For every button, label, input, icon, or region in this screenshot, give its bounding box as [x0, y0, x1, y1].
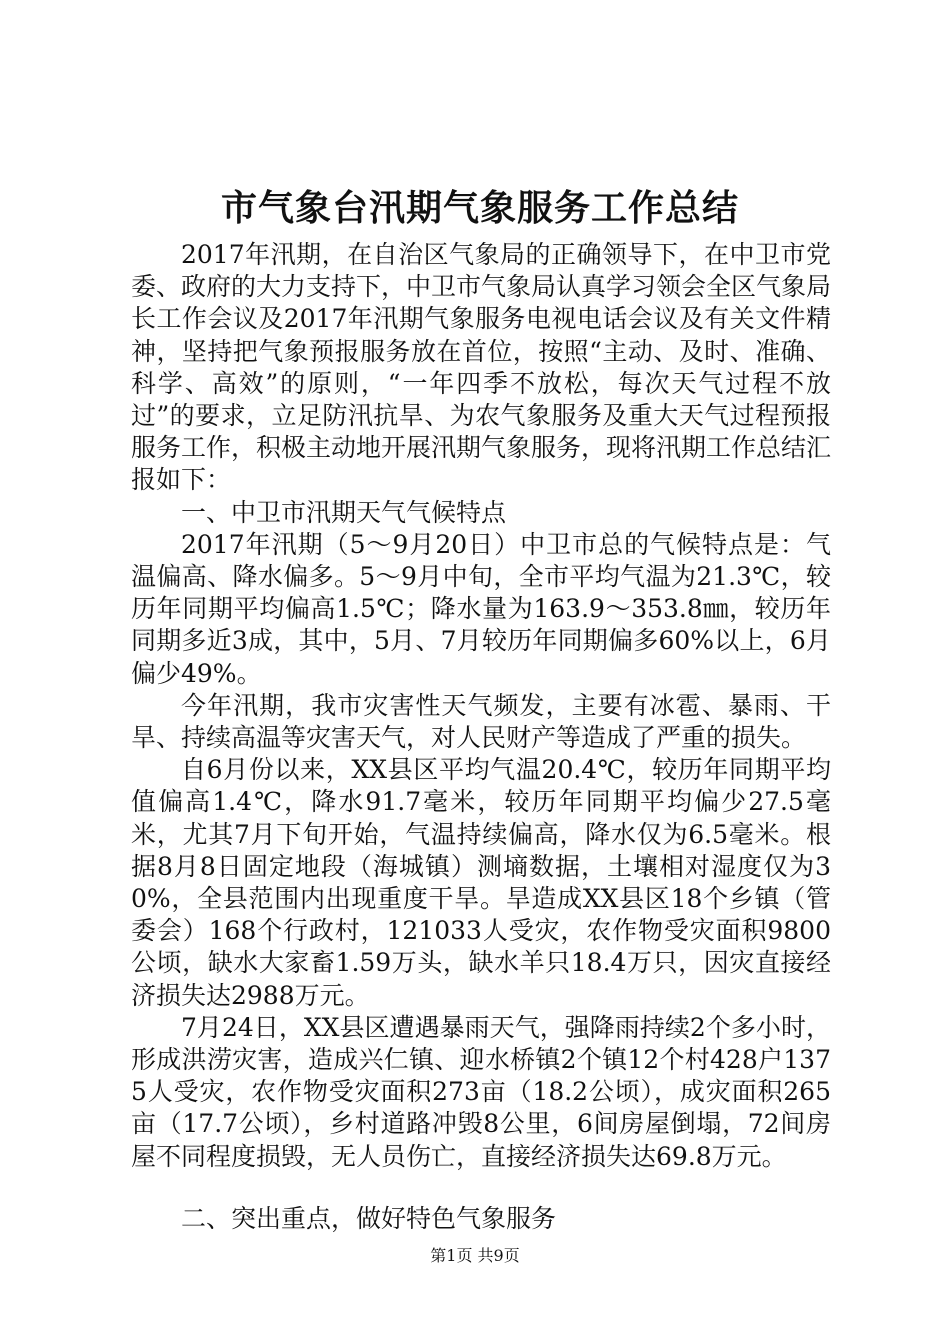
- page-number-footer: 第1页 共9页: [430, 1246, 520, 1265]
- section-heading-2: 二、突出重点，做好特色气象服务: [181, 1203, 557, 1233]
- paragraph-intro: 2017年汛期，在自治区气象局的正确领导下，在中卫市党委、政府的大力支持下，中卫市气象局认真学习领会全区气象局长工作会议及2017年汛期气象服务电视电话会议及有关文件精神，坚持把气象预报服务放在首位，按照“主动、及时、准确、科学、高效”的原则，“一年四季不放松，每次天气过程不放过”的要求，立足防汛抗旱、为农气象服务及重大天气过程预报服务工作，积极主动地开展汛期气象服务，现将汛期工作总结汇报如下：: [131, 240, 832, 495]
- paragraph-disasters: 今年汛期，我市灾害性天气频发，主要有冰雹、暴雨、干旱、持续高温等灾害天气，对人民财产等造成了严重的损失。: [131, 690, 831, 753]
- paragraph-drought: 自6月份以来，XX县区平均气温20.4℃，较历年同期平均值偏高1.4℃，降水91.7毫米，较历年同期平均偏少27.5毫米，尤其7月下旬开始，气温持续偏高，降水仅为6.5毫米。根据8月8日固定地段（海城镇）测墒数据，土壤相对湿度仅为30%，全县范围内出现重度干旱。旱造成XX县区18个乡镇（管委会）168个行政村，121033人受灾，农作物受灾面积9800公顷，缺水大家畜1.59万头，缺水羊只18.4万只，因灾直接经济损失达2988万元。: [131, 755, 831, 1010]
- paragraph-rainstorm: 7月24日，XX县区遭遇暴雨天气，强降雨持续2个多小时，形成洪涝灾害，造成兴仁镇、迎水桥镇2个镇12个村428户1375人受灾，农作物受灾面积273亩（18.2公顷），成灾面积265亩（17.7公顷），乡村道路冲毁8公里，6间房屋倒塌，72间房屋不同程度损毁，无人员伤亡，直接经济损失达69.8万元。: [131, 1012, 831, 1171]
- document-body: [131, 239, 831, 1235]
- section-heading-1: 一、中卫市汛期天气气候特点: [181, 497, 507, 527]
- document-title: 市气象台汛期气象服务工作总结: [220, 187, 739, 229]
- paragraph-climate: 2017年汛期（5～9月20日）中卫市总的气候特点是：气温偏高、降水偏多。5～9月中旬，全市平均气温为21.3℃，较历年同期平均偏高1.5℃；降水量为163.9～353.8㎜，较历年同期多近3成，其中，5月、7月较历年同期偏多60%以上，6月偏少49%。: [131, 529, 831, 688]
